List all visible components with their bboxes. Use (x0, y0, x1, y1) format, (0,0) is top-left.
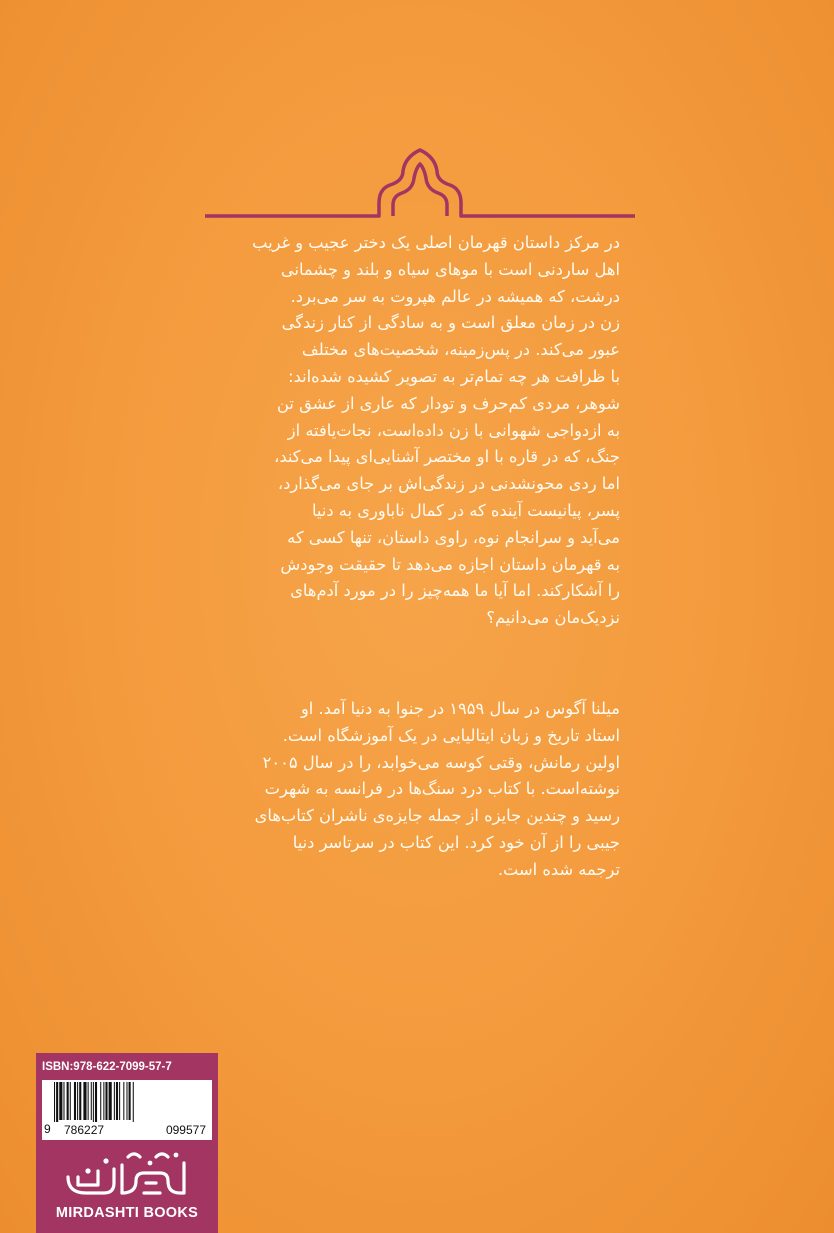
publisher-box (36, 1053, 218, 1233)
barcode-lead-digit: 9 (44, 1122, 51, 1136)
barcode-bar (126, 1082, 127, 1120)
barcode-bar (100, 1082, 101, 1120)
publisher-logo-icon (64, 1147, 190, 1203)
barcode-group-1: 786227 (64, 1123, 105, 1137)
barcode-bar (54, 1082, 55, 1122)
barcode-bar (103, 1082, 104, 1120)
barcode-bar (74, 1082, 76, 1120)
barcode-bar (123, 1082, 124, 1120)
barcode-bar (70, 1082, 71, 1120)
barcode-bar (109, 1082, 112, 1120)
barcode-bar (93, 1082, 94, 1122)
barcode-bar (79, 1082, 81, 1120)
barcode-bar (119, 1082, 120, 1120)
barcode-bar (91, 1082, 92, 1120)
book-blurb: در مرکز داستان قهرمان اصلی یک دختر عجیب و غریب اهل ساردنی است با موهای سیاه و بلند و چشمانی درشت، که همیشه در عالم هپروت به سر می‌برد. زن در زمان معلق است و به سادگی از کنار زندگی عبور می‌کند. در پس‌زمینه، شخصیت‌های مختلف با ظرافت هر چه تمام‌تر به تصویر کشیده شده‌اند: شوهر، مردی کم‌حرف و تودار که عاری از عشق تن به ازدواجی شهوانی با زن داده‌است، نجات‌یافته از جنگ، که در قاره با او مختصر آشنایی‌ای پیدا می‌کند، اما ردی محونشدنی در زندگی‌اش بر جای می‌گذارد، پسر، پیانیست آینده که در کمال ناباوری به دنیا می‌آید و سرانجام نوه، راوی داستان، تنها کسی که به قهرمان داستان اجازه می‌دهد تا حقیقت وجودش را آشکارکند. اما آیا ما همه‌چیز را در مورد آدم‌های نزدیک‌مان می‌دانیم؟ (252, 233, 620, 628)
isbn-label: ISBN:978-622-7099-57-7 (42, 1061, 172, 1073)
barcode-bar (116, 1082, 118, 1120)
barcode-bar (129, 1082, 131, 1120)
barcode-bar (133, 1082, 134, 1122)
barcode-bar (63, 1082, 64, 1120)
barcode-bar (77, 1082, 78, 1120)
publisher-name: MIRDASHTI BOOKS (55, 1205, 199, 1221)
author-bio: میلنا آگوس در سال ۱۹۵۹ در جنوا به دنیا آمد. او استاد تاریخ و زبان ایتالیایی در یک آموزشگاه است. اولین رمانش، وقتی کوسه می‌خوابد، را در سال ۲۰۰۵ نوشته‌است. با کتاب درد سنگ‌ها در فرانسه به شهرت رسید و چندین جایزه از جمله جایزه‌ی ناشران کتاب‌های جیبی را از آن خود کرد. این کتاب در سرتاسر دنیا ترجمه شده است. (254, 699, 620, 879)
barcode-group-2: 099577 (165, 1123, 206, 1137)
barcode-bar (105, 1082, 107, 1120)
barcode (42, 1080, 212, 1140)
barcode-bar (114, 1082, 115, 1120)
barcode-bar (56, 1082, 58, 1122)
barcode-bar (95, 1082, 97, 1122)
barcode-bar (83, 1082, 86, 1120)
barcode-bar (88, 1082, 89, 1120)
barcode-bars (54, 1082, 206, 1122)
dome-arch-ornament-icon (205, 145, 635, 225)
barcode-digits (60, 1123, 210, 1137)
barcode-bar (59, 1082, 62, 1120)
barcode-bar (67, 1082, 69, 1120)
